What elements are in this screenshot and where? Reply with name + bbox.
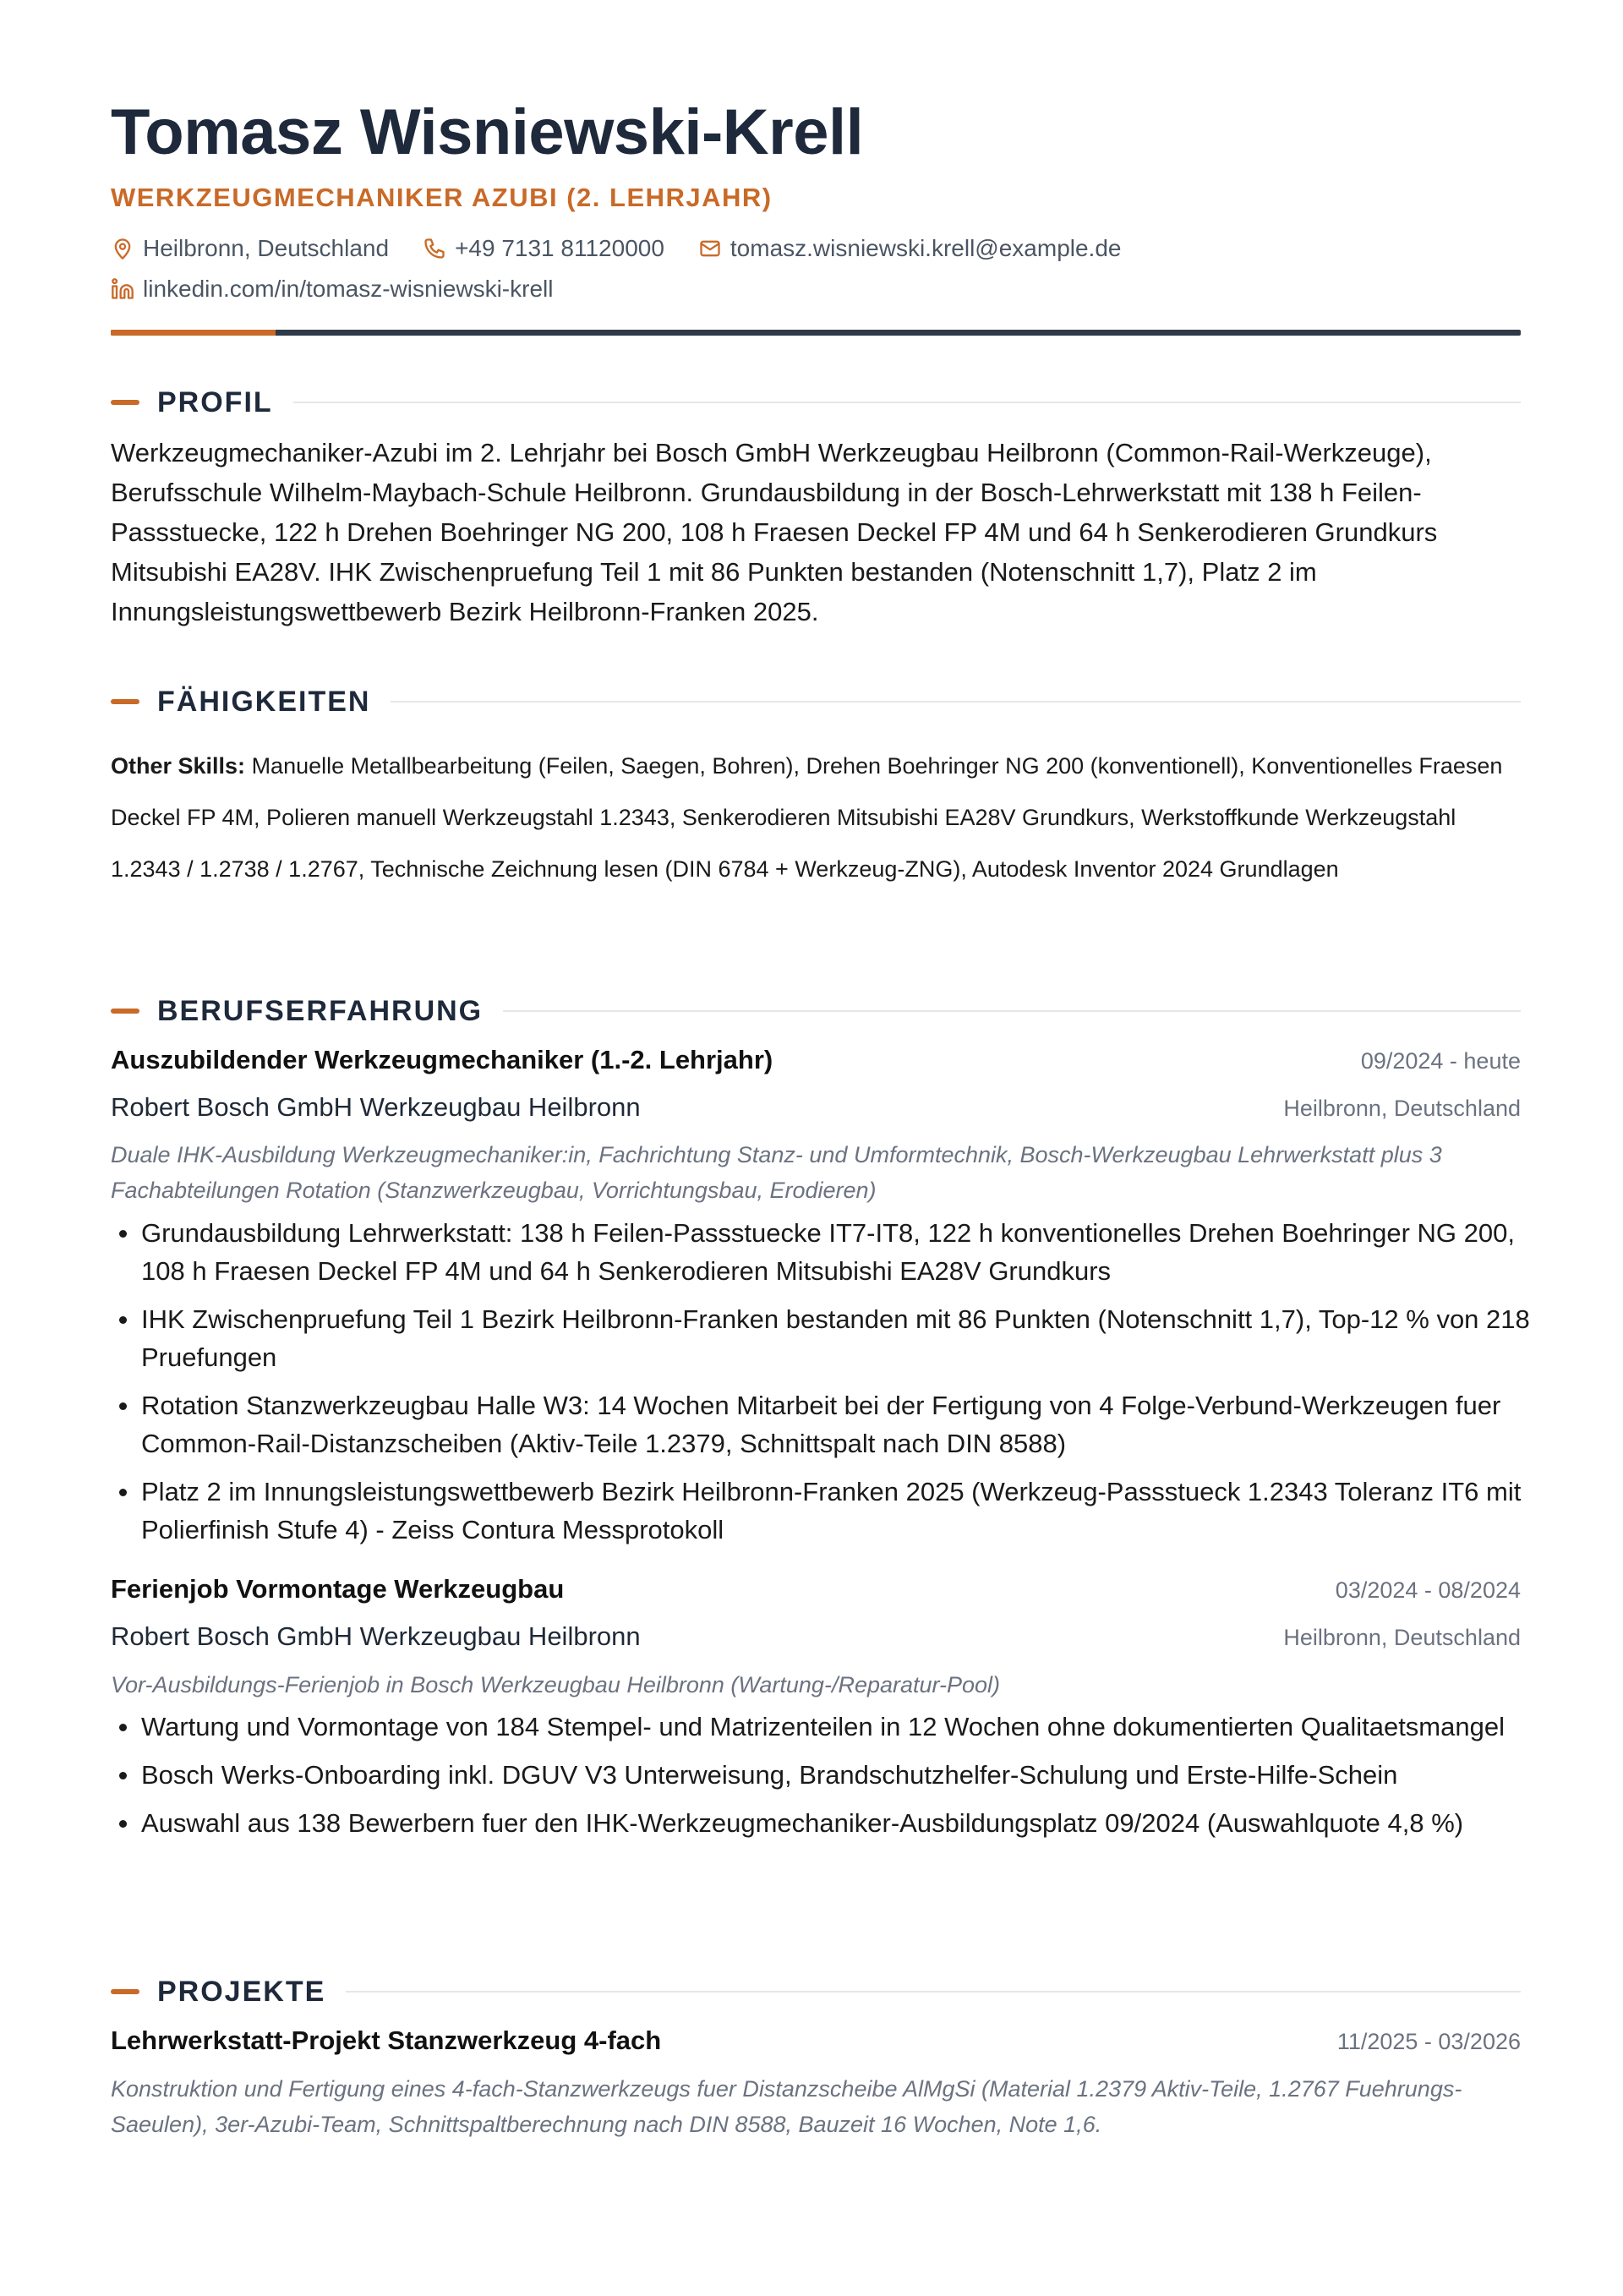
email-link: tomasz.wisniewski.krell@example.de [730,235,1122,261]
section-line [346,1991,1521,1993]
list-item: Wartung und Vormontage von 184 Stempel- und Matrizenteilen in 12 Wochen ohne dokumentierten Qualitaetsmangel [141,1708,1551,1746]
project-description: Konstruktion und Fertigung eines 4-fach-Stanzwerkzeugs fuer Distanzscheibe AlMgSi (Material 1.2379 Aktiv-Teile, 1.2767 Fuehrungs-Saeulen), 3er-Azubi-Team, Schnittspaltberechnung nach DIN 8588, Bauzeit 16 Wochen, Note 1,6. [111,2076,1462,2137]
section-line [503,1010,1521,1012]
contact-row [111,232,1155,265]
section-title-skills: FÄHIGKEITEN [157,685,371,718]
section-dash [111,1989,139,1994]
job-bullets [111,1708,1551,1852]
job-title: Auszubildender Werkzeugmechaniker (1.-2. Lehrjahr) [111,1045,773,1074]
mail-icon [698,237,722,260]
job-header [111,1045,1521,1075]
list-item: Grundausbildung Lehrwerkstatt: 138 h Feilen-Passstuecke IT7-IT8, 122 h konventionelles Drehen Boehringer NG 200, 108 h Fraesen Deckel FP 4M und 64 h Senkerodieren Mitsubishi EA28V Grundkurs [141,1214,1551,1290]
contact-row-2 [111,272,587,306]
header-divider-accent [111,330,276,336]
section-header-experience [111,994,1521,1028]
skills-values: Manuelle Metallbearbeitung (Feilen, Saegen, Bohren), Drehen Boehringer NG 200 (konventionell), Konventionelles Fraesen Deckel FP 4M, Polieren manuell Werkzeugstahl 1.2343, Senkerodieren Mitsubishi EA28V Grundkurs, Werkstoffkunde Werkzeugstahl 1.2343 / 1.2738 / 1.2767, Technische Zeichnung lesen (DIN 6784 + Werkzeug-ZNG), Autodesk Inventor 2024 Grundlagen [111,753,1503,882]
section-line [391,701,1521,702]
section-title-experience: BERUFSERFAHRUNG [157,994,484,1027]
project-date: 11/2025 - 03/2026 [1336,2029,1521,2054]
location-pin-icon [111,237,134,260]
skills-list [111,741,1521,895]
section-dash [111,699,139,704]
job-date: 09/2024 - heute [1360,1048,1521,1074]
phone-text: +49 7131 81120000 [455,235,664,261]
section-title-profile: PROFIL [157,385,273,418]
section-dash [111,1009,139,1014]
job-location: Heilbronn, Deutschland [1283,1096,1521,1121]
job-header [111,1574,1521,1604]
section-header-profile [111,385,1521,419]
project-header [111,2025,1521,2056]
section-dash [111,400,139,405]
list-item: Auswahl aus 138 Bewerbern fuer den IHK-Werkzeugmechaniker-Ausbildungsplatz 09/2024 (Auswahlquote 4,8 %) [141,1804,1551,1842]
job-title: Ferienjob Vormontage Werkzeugbau [111,1574,565,1604]
section-header-skills [111,685,1521,719]
contact-location [111,235,389,262]
header-divider [111,330,1521,336]
list-item: IHK Zwischenpruefung Teil 1 Bezirk Heilbronn-Franken bestanden mit 86 Punkten (Notenschnitt 1,7), Top-12 % von 218 Pruefungen [141,1300,1551,1376]
profile-summary: Werkzeugmechaniker-Azubi im 2. Lehrjahr bei Bosch GmbH Werkzeugbau Heilbronn (Common-Rail-Werkzeuge), Berufsschule Wilhelm-Maybach-Schule Heilbronn. Grundausbildung in der Bosch-Lehrwerkstatt mit 138 h Feilen-Passstuecke, 122 h Drehen Boehringer NG 200, 108 h Fraesen Deckel FP 4M und 64 h Senkerodieren Grundkurs Mitsubishi EA28V. IHK Zwischenpruefung Teil 1 mit 86 Punkten bestanden (Notenschnitt 1,7), Platz 2 im Innungsleistungswettbewerb Bezirk Heilbronn-Franken 2025. [111,438,1438,626]
section-header-projects [111,1975,1521,2009]
linkedin-icon [111,277,134,301]
job-description: Duale IHK-Ausbildung Werkzeugmechaniker:in, Fachrichtung Stanz- und Umformtechnik, Bosch-Werkzeugbau Lehrwerkstatt plus 3 Fachabteilungen Rotation (Stanzwerkzeugbau, Vorrichtungsbau, Erodieren) [111,1142,1442,1203]
location-text: Heilbronn, Deutschland [143,235,390,261]
list-item: Rotation Stanzwerkzeugbau Halle W3: 14 Wochen Mitarbeit bei der Fertigung von 4 Folge-Verbund-Werkzeugen fuer Common-Rail-Distanzscheiben (Aktiv-Teile 1.2379, Schnittspalt nach DIN 8588) [141,1386,1551,1462]
project-title: Lehrwerkstatt-Projekt Stanzwerkzeug 4-fach [111,2025,662,2055]
section-title-projects: PROJEKTE [157,1975,326,2008]
contact-linkedin[interactable] [111,276,553,303]
contact-phone[interactable] [423,235,664,262]
skills-label: Other Skills: [111,753,246,779]
contact-email[interactable] [698,235,1122,262]
job-location: Heilbronn, Deutschland [1283,1625,1521,1650]
job-company: Robert Bosch GmbH Werkzeugbau Heilbronn [111,1621,641,1651]
job-bullets [111,1214,1551,1559]
list-item: Bosch Werks-Onboarding inkl. DGUV V3 Unterweisung, Brandschutzhelfer-Schulung und Erste-Hilfe-Schein [141,1756,1551,1794]
job-company-row [111,1092,1521,1123]
job-date: 03/2024 - 08/2024 [1335,1577,1521,1603]
phone-icon [423,237,446,260]
linkedin-link: linkedin.com/in/tomasz-wisniewski-krell [143,276,554,302]
list-item: Platz 2 im Innungsleistungswettbewerb Bezirk Heilbronn-Franken 2025 (Werkzeug-Passstueck 1.2343 Toleranz IT6 mit Polierfinish Stufe 4) - Zeiss Contura Messprotokoll [141,1473,1551,1549]
job-company-row [111,1621,1521,1652]
candidate-name: Tomasz Wisniewski-Krell [111,96,864,168]
section-line [293,402,1521,403]
job-company: Robert Bosch GmbH Werkzeugbau Heilbronn [111,1092,641,1122]
job-headline: WERKZEUGMECHANIKER AZUBI (2. LEHRJAHR) [111,183,773,212]
job-description: Vor-Ausbildungs-Ferienjob in Bosch Werkzeugbau Heilbronn (Wartung-/Reparatur-Pool) [111,1672,1001,1697]
